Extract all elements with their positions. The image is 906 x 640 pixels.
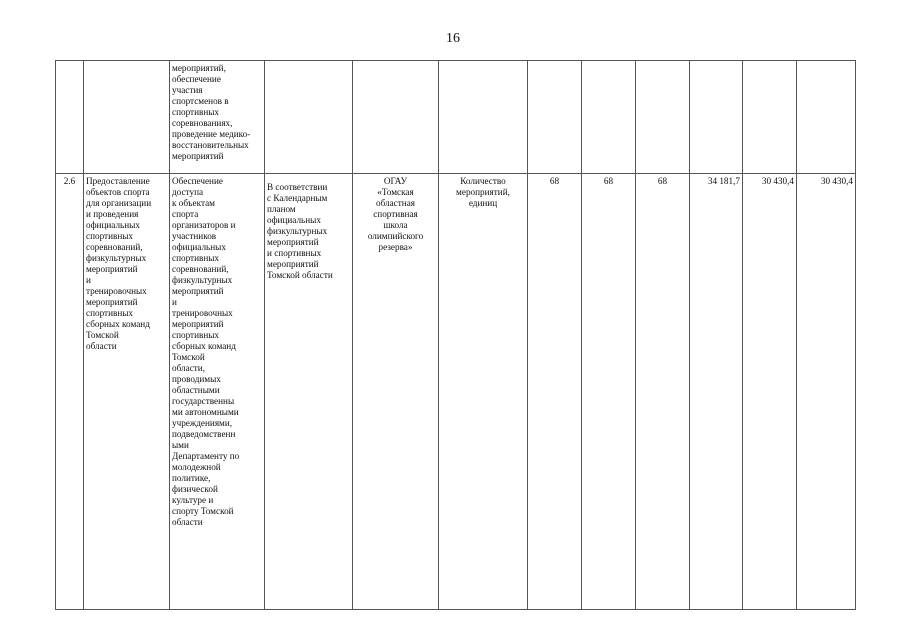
- row-amount-3: 30 430,4: [797, 174, 856, 610]
- row-number: 2.6: [56, 174, 84, 610]
- document-table: [55, 60, 856, 610]
- cont-cell-basis: [265, 61, 353, 174]
- cont-cell-indicator: [439, 61, 528, 174]
- cont-cell-measure: мероприятий, обеспечение участия спортсменов в спортивных соревнованиях, проведение медико- восстановительных мероприятий: [170, 61, 265, 174]
- cont-cell-amount-3: [797, 61, 856, 174]
- row-basis: В соответствии с Календарным планом официальных физкультурных мероприятий и спортивных мероприятий Томской области: [265, 174, 353, 610]
- cont-cell-name: [84, 61, 170, 174]
- row-amount-2: 30 430,4: [743, 174, 797, 610]
- cont-cell-value-2: [582, 61, 636, 174]
- cont-cell-amount-2: [743, 61, 797, 174]
- continuation-row: [56, 61, 856, 174]
- cont-cell-num: [56, 61, 84, 174]
- row-value-2: 68: [582, 174, 636, 610]
- row-value-3: 68: [636, 174, 690, 610]
- cont-cell-amount-1: [690, 61, 743, 174]
- page-number: 16: [446, 31, 460, 46]
- cont-cell-value-1: [528, 61, 582, 174]
- row-description: Обеспечение доступа к объектам спорта организаторов и участников официальных спортивных соревнований, физкультурных мероприятий и тренировочных мероприятий спортивных сборных команд Томской области, проводимых областными государственны ми автономными учреждениями, подведомственн ыми Департаменту по молодежной политике, физической культуре и спорту Томской области: [170, 174, 265, 610]
- row-name: Предоставление объектов спорта для организации и проведения официальных спортивных соревнований, физкультурных мероприятий и тренировочных мероприятий спортивных сборных команд Томской области: [84, 174, 170, 610]
- row-indicator: Количество мероприятий, единиц: [439, 174, 528, 610]
- row-amount-1: 34 181,7: [690, 174, 743, 610]
- cont-cell-executor: [353, 61, 439, 174]
- cont-cell-value-3: [636, 61, 690, 174]
- row-executor: ОГАУ «Томская областная спортивная школа олимпийского резерва»: [353, 174, 439, 610]
- row-value-1: 68: [528, 174, 582, 610]
- table-row: [56, 174, 856, 610]
